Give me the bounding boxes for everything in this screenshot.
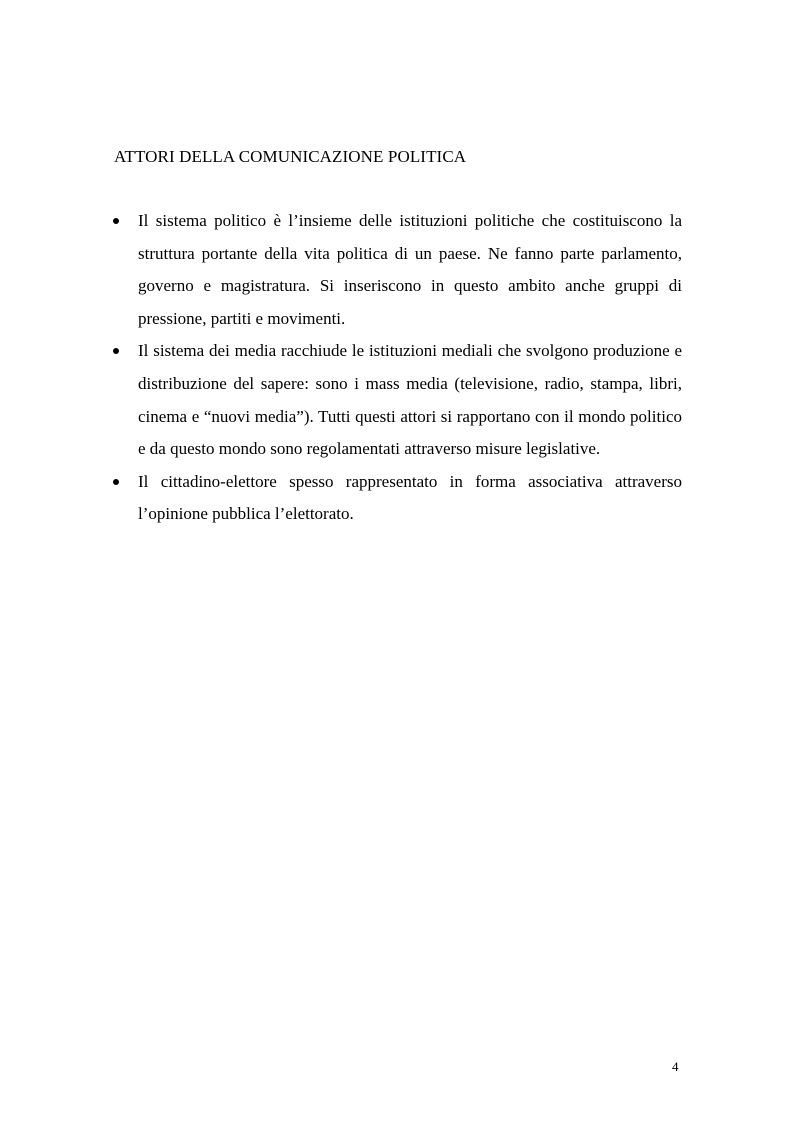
bullet-text: Il cittadino-elettore spesso rappresentato in forma associativa attraverso l’opinione pubblica l’elettorato. bbox=[138, 471, 682, 524]
bullet-point-icon bbox=[113, 218, 119, 224]
page-number: 4 bbox=[672, 1059, 679, 1074]
section-title: ATTORI DELLA COMUNICAZIONE POLITICA bbox=[114, 147, 467, 166]
bullet-item-citizen-voter bbox=[110, 466, 682, 531]
bullet-text: Il sistema dei media racchiude le istituzioni mediali che svolgono produzione e distribuzione del sapere: sono i mass media (televisione, radio, stampa, libri, cinema e “nuovi media”). Tutti questi attori si rapportano con il mondo politico e da questo mondo sono regolamentati attraverso misure legislative. bbox=[138, 341, 682, 459]
bullet-point-icon bbox=[113, 348, 119, 354]
bullet-list bbox=[110, 205, 682, 531]
bullet-item-political-system bbox=[110, 205, 682, 335]
bullet-item-media-system bbox=[110, 335, 682, 465]
bullet-text: Il sistema politico è l’insieme delle istituzioni politiche che costituiscono la struttura portante della vita politica di un paese. Ne fanno parte parlamento, governo e magistratura. Si inseriscono in questo ambito anche gruppi di pressione, partiti e movimenti. bbox=[138, 211, 682, 328]
bullet-point-icon bbox=[113, 479, 119, 485]
